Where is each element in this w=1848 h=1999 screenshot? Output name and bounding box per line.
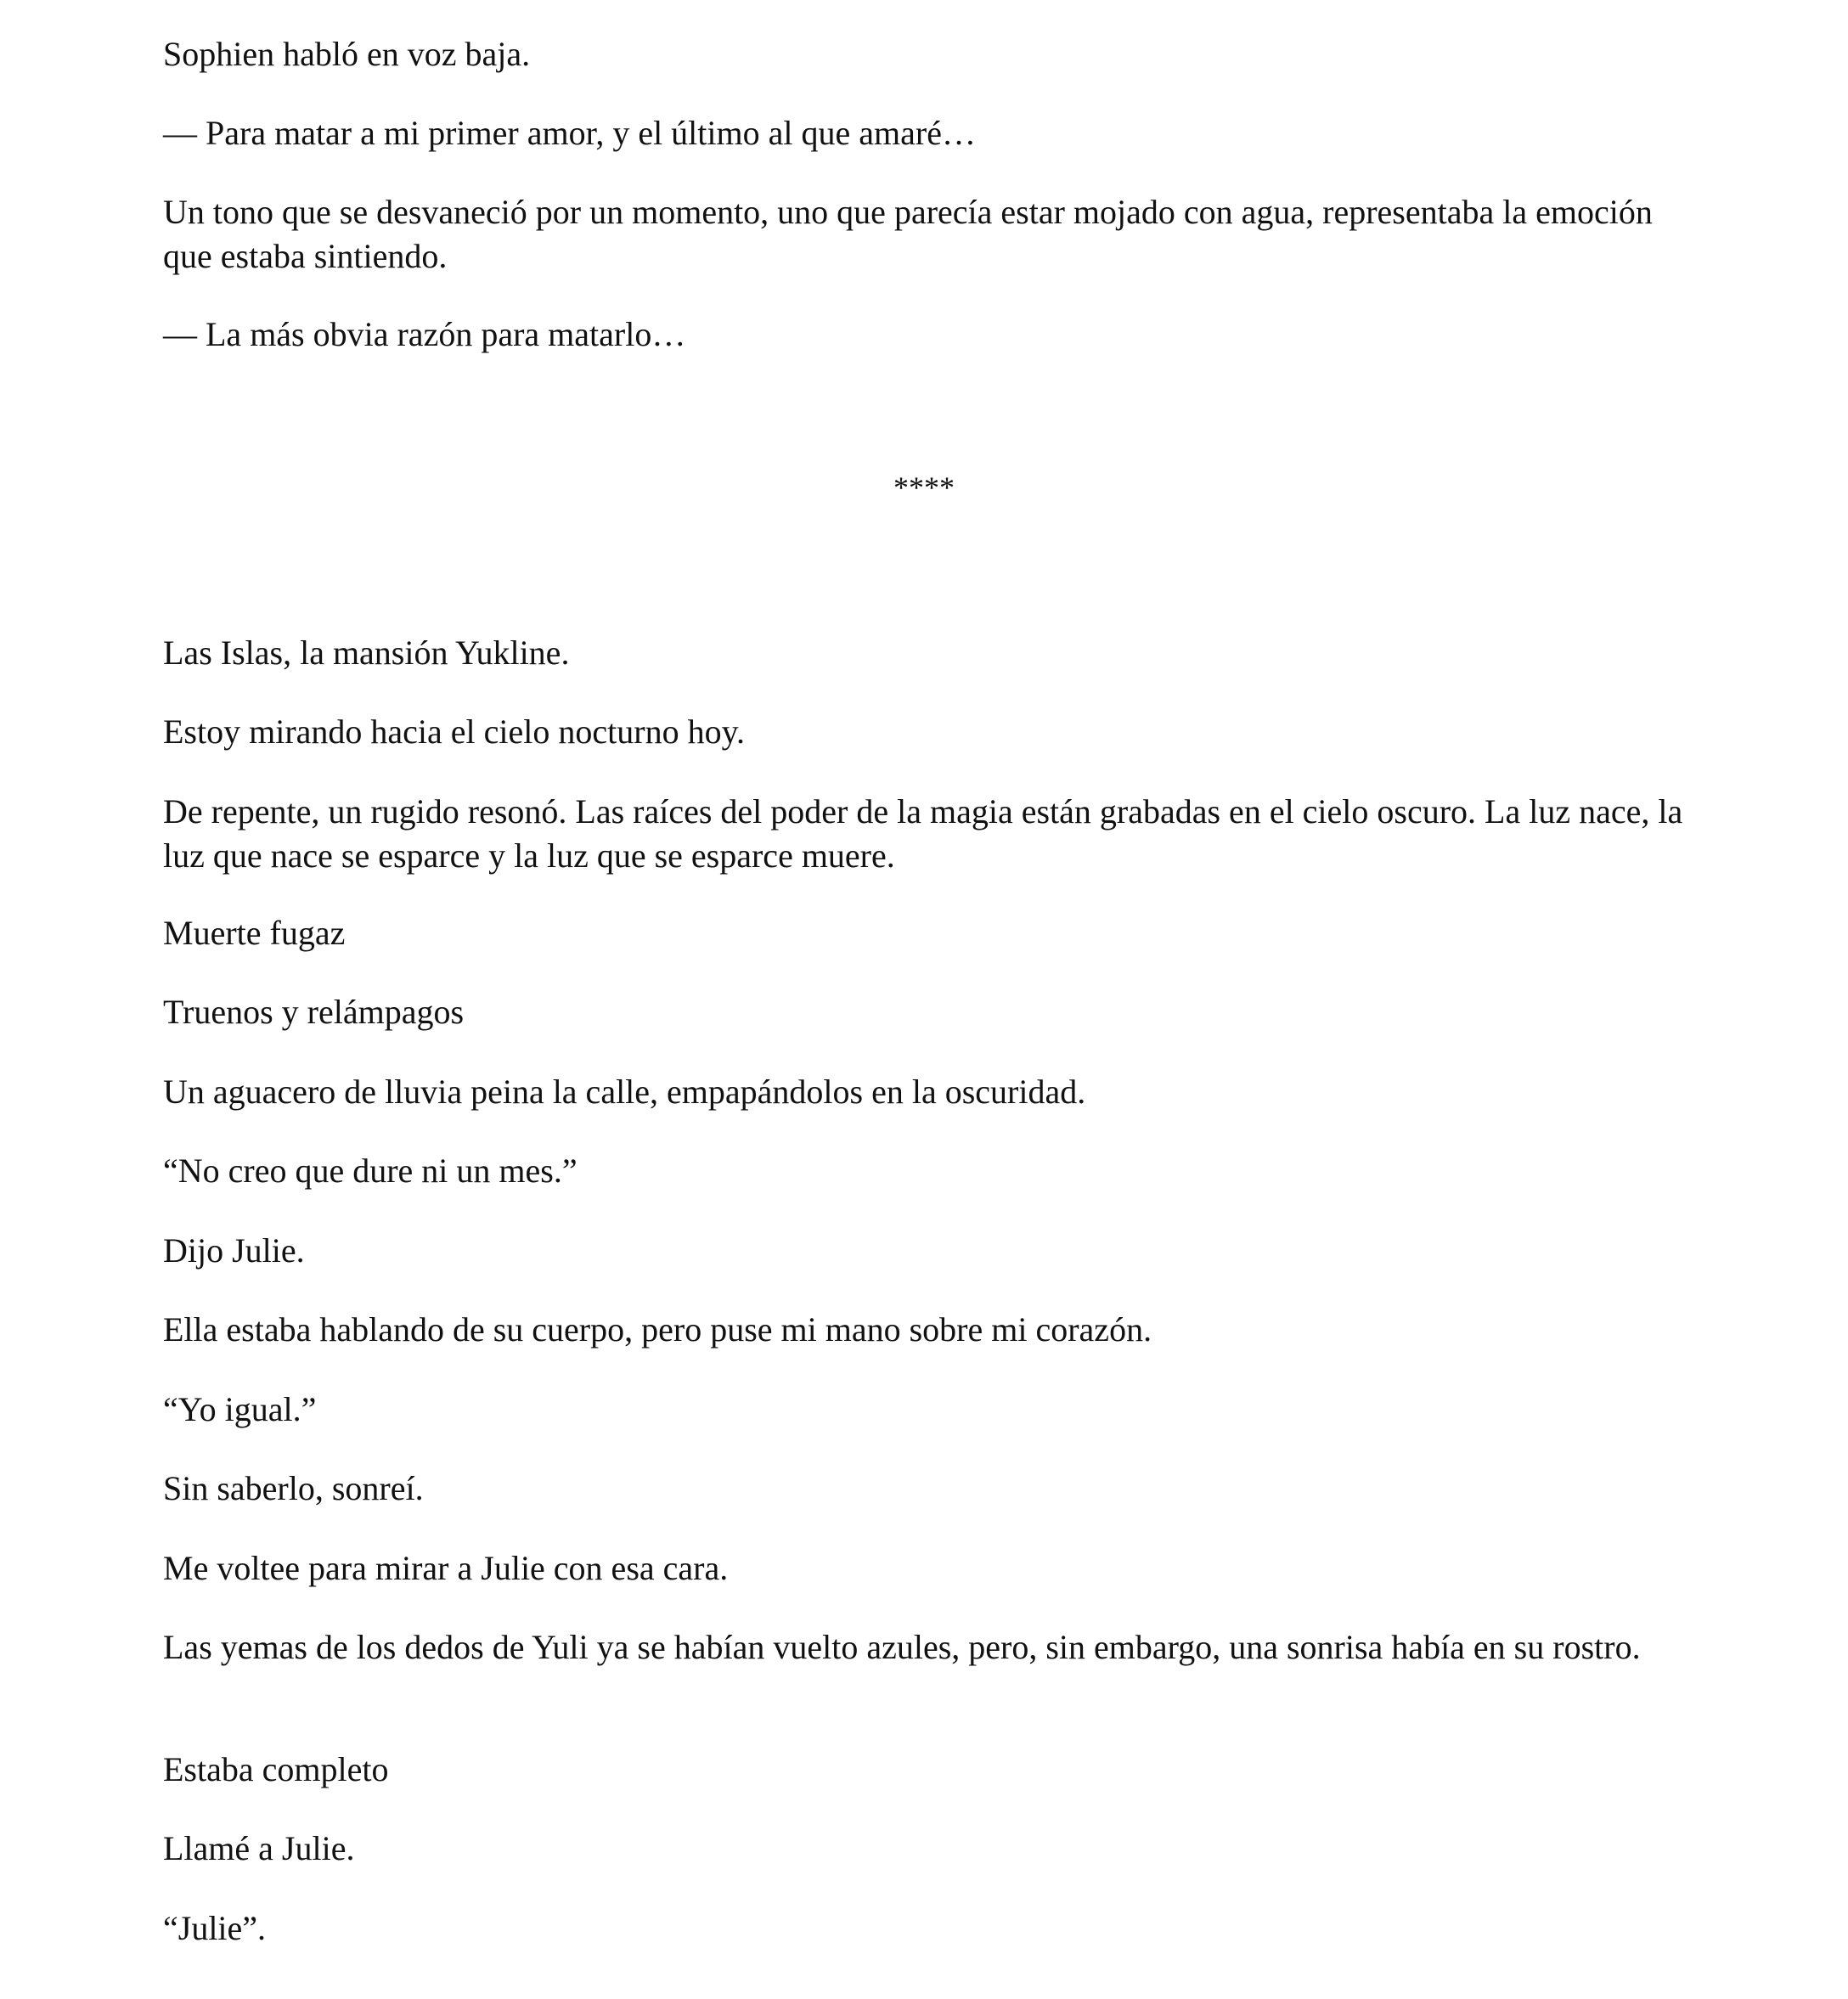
- paragraph: — La más obvia razón para matarlo…: [163, 315, 686, 353]
- paragraph: Un aguacero de lluvia peina la calle, empapándolos en la oscuridad.: [163, 1073, 1086, 1111]
- paragraph: Me voltee para mirar a Julie con esa cara.: [163, 1549, 729, 1587]
- section-separator: ****: [893, 470, 955, 504]
- paragraph: Sophien habló en voz baja.: [163, 35, 531, 73]
- paragraph: Muerte fugaz: [163, 914, 346, 952]
- paragraph: Estoy mirando hacia el cielo nocturno hoy.: [163, 712, 745, 751]
- paragraph: “Julie”.: [163, 1909, 267, 1947]
- paragraph: Ella estaba hablando de su cuerpo, pero puse mi mano sobre mi corazón.: [163, 1310, 1152, 1349]
- paragraph: Dijo Julie.: [163, 1231, 305, 1270]
- paragraph: Las yemas de los dedos de Yuli ya se habían vuelto azules, pero, sin embargo, una sonrisa había en su rostro.: [163, 1628, 1641, 1666]
- paragraph: Estaba completo: [163, 1750, 389, 1788]
- paragraph: Llamé a Julie.: [163, 1829, 355, 1867]
- paragraph: De repente, un rugido resonó. Las raíces del poder de la magia están grabadas en el cielo oscuro. La luz nace, la luz que nace se esparce y la luz que se esparce muere.: [163, 792, 1683, 875]
- paragraph: “Yo igual.”: [163, 1390, 317, 1428]
- paragraph: Un tono que se desvaneció por un momento, uno que parecía estar mojado con agua, representaba la emoción que estaba sintiendo.: [163, 193, 1653, 275]
- paragraph: — Para matar a mi primer amor, y el último al que amaré…: [163, 114, 976, 152]
- paragraph: Truenos y relámpagos: [163, 993, 465, 1031]
- paragraph: Las Islas, la mansión Yukline.: [163, 633, 570, 672]
- paragraph: Sin saberlo, sonreí.: [163, 1469, 424, 1507]
- paragraph: “No creo que dure ni un mes.”: [163, 1152, 578, 1190]
